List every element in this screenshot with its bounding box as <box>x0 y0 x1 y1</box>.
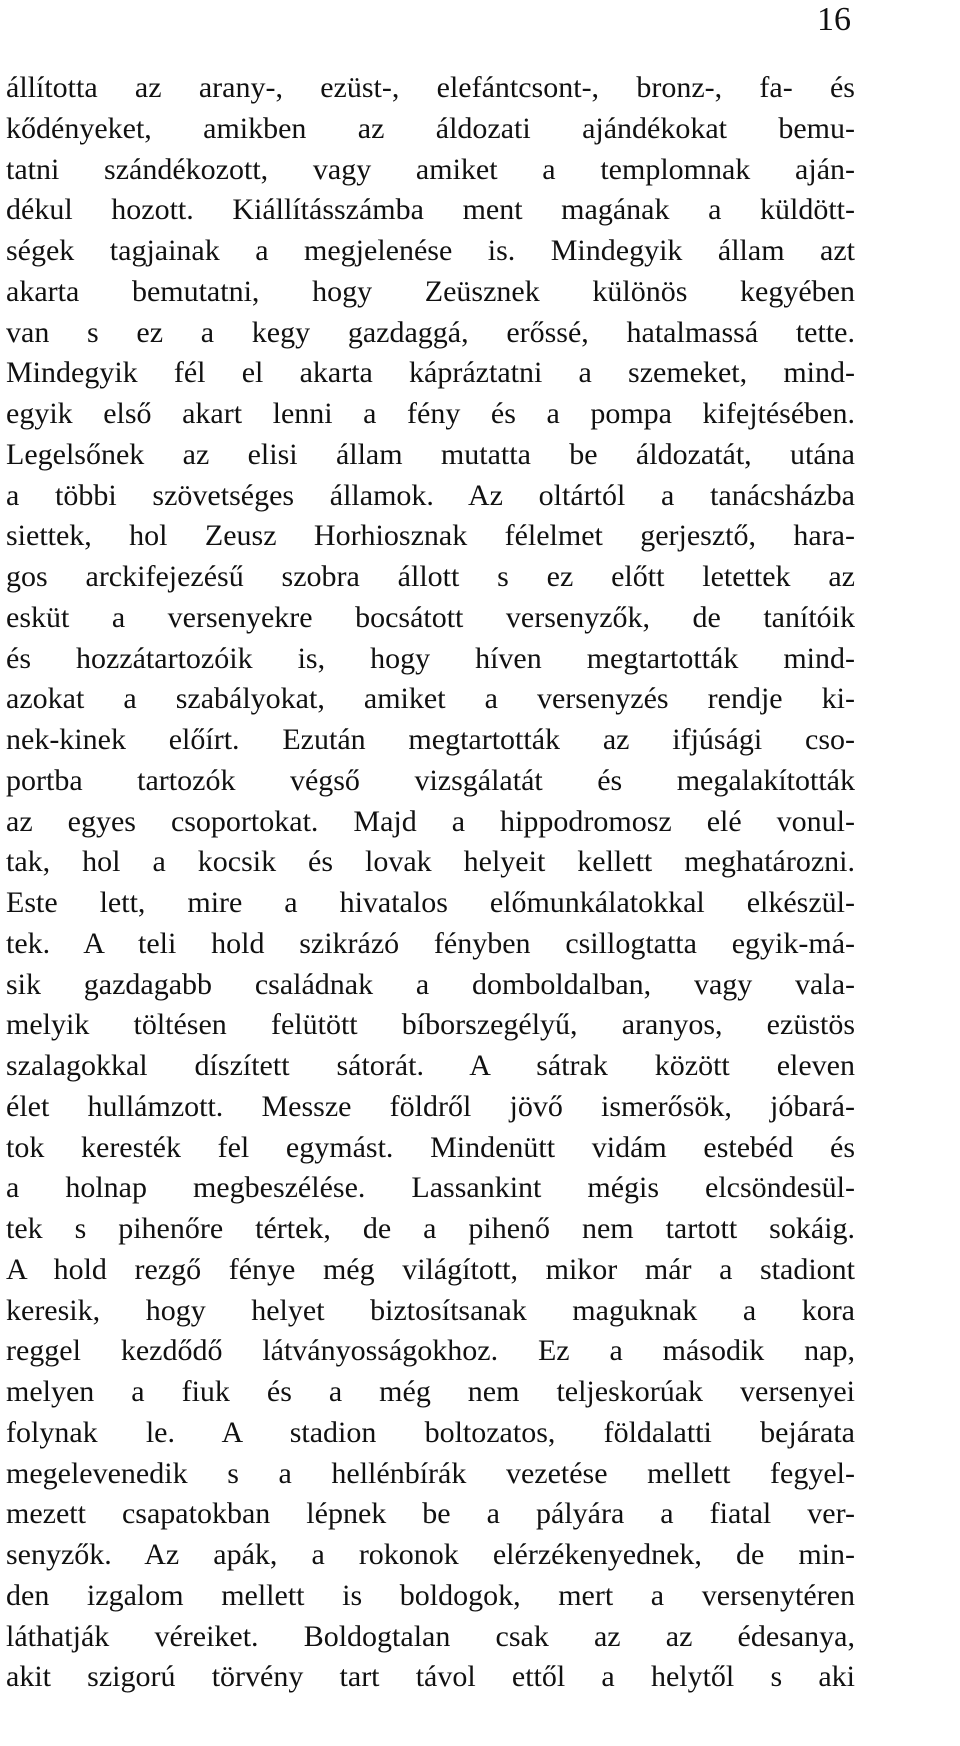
text-line: élet hullámzott. Messze földről jövő ismerősök, jóbará- <box>6 1089 855 1123</box>
text-line: dékul hozott. Kiállításszámba ment magának a küldött- <box>6 193 855 227</box>
text-line: tek s pihenőre tértek, de a pihenő nem tartott sokáig. <box>6 1212 855 1245</box>
text-line: Legelsőnek az elisi állam mutatta be áldozatát, utána <box>6 437 855 471</box>
text-line: sik gazdagabb családnak a domboldalban, vagy vala- <box>6 967 855 1001</box>
text-line: akarta bemutatni, hogy Zeüsznek különös kegyében <box>6 274 855 308</box>
text-line: ségek tagjainak a megjelenése is. Mindegyik állam azt <box>6 234 855 267</box>
text-line: den izgalom mellett is boldogok, mert a versenytéren <box>6 1578 855 1612</box>
text-line: Mindegyik fél el akarta kápráztatni a szemeket, mind- <box>6 356 855 390</box>
text-line: folynak le. A stadion boltozatos, földalatti bejárata <box>6 1415 855 1449</box>
text-line: A hold rezgő fénye még világított, mikor már a stadiont <box>6 1252 855 1286</box>
text-line: tek. A teli hold szikrázó fényben csillogtatta egyik-má- <box>6 926 855 960</box>
text-line: láthatják véreiket. Boldogtalan csak az az édesanya, <box>6 1619 855 1653</box>
text-line: tatni szándékozott, vagy amiket a templomnak aján- <box>6 152 855 186</box>
text-line: állította az arany-, ezüst-, elefántcsont-, bronz-, fa- és <box>6 71 855 104</box>
text-line: az egyes csoportokat. Majd a hippodromosz elé vonul- <box>6 804 855 838</box>
text-line: mezett csapatokban lépnek be a pályára a fiatal ver- <box>6 1497 855 1531</box>
text-line: tok keresték fel egymást. Mindenütt vidám estebéd és <box>6 1130 855 1164</box>
page-number: 16 <box>817 1 851 38</box>
text-line: gos arckifejezésű szobra állott s ez előtt letettek az <box>6 560 855 593</box>
text-line: akit szigorú törvény tart távol ettől a helytől s aki <box>6 1660 855 1694</box>
text-line: keresik, hogy helyet biztosítsanak maguknak a kora <box>6 1293 855 1327</box>
text-line: Este lett, mire a hivatalos előmunkálatokkal elkészül- <box>6 886 855 919</box>
text-line: és hozzátartozóik is, hogy híven megtartották mind- <box>6 641 855 675</box>
text-line: melyik töltésen felütött bíborszegélyű, aranyos, ezüstös <box>6 1008 855 1042</box>
text-line: tak, hol a kocsik és lovak helyeit kellett meghatározni. <box>6 845 855 879</box>
text-line: kődényeket, amikben az áldozati ajándékokat bemu- <box>6 111 855 145</box>
text-line: azokat a szabályokat, amiket a versenyzés rendje ki- <box>6 682 855 716</box>
text-line: megelevenedik s a hellénbírák vezetése mellett fegyel- <box>6 1456 855 1490</box>
text-line: egyik első akart lenni a fény és a pompa kifejtésében. <box>6 397 855 430</box>
text-line: siettek, hol Zeusz Horhiosznak félelmet gerjesztő, hara- <box>6 519 855 553</box>
text-line: melyen a fiuk és a még nem teljeskorúak versenyei <box>6 1375 855 1408</box>
text-line: szalagokkal díszített sátorát. A sátrak között eleven <box>6 1049 855 1082</box>
text-line: portba tartozók végső vizsgálatát és megalakították <box>6 763 855 797</box>
text-line: esküt a versenyekre bocsátott versenyzők, de tanítóik <box>6 600 855 634</box>
text-line: a többi szövetséges államok. Az oltártól a tanácsházba <box>6 478 855 512</box>
text-body <box>6 68 855 1698</box>
text-line: a holnap megbeszélése. Lassankint mégis elcsöndesül- <box>6 1171 855 1205</box>
text-line: van s ez a kegy gazdaggá, erőssé, hatalmassá tette. <box>6 315 855 349</box>
text-line: senyzők. Az apák, a rokonok elérzékenyednek, de min- <box>6 1538 855 1571</box>
text-line: reggel kezdődő látványosságokhoz. Ez a második nap, <box>6 1334 855 1368</box>
text-line: nek-kinek előírt. Ezután megtartották az ifjúsági cso- <box>6 723 855 756</box>
